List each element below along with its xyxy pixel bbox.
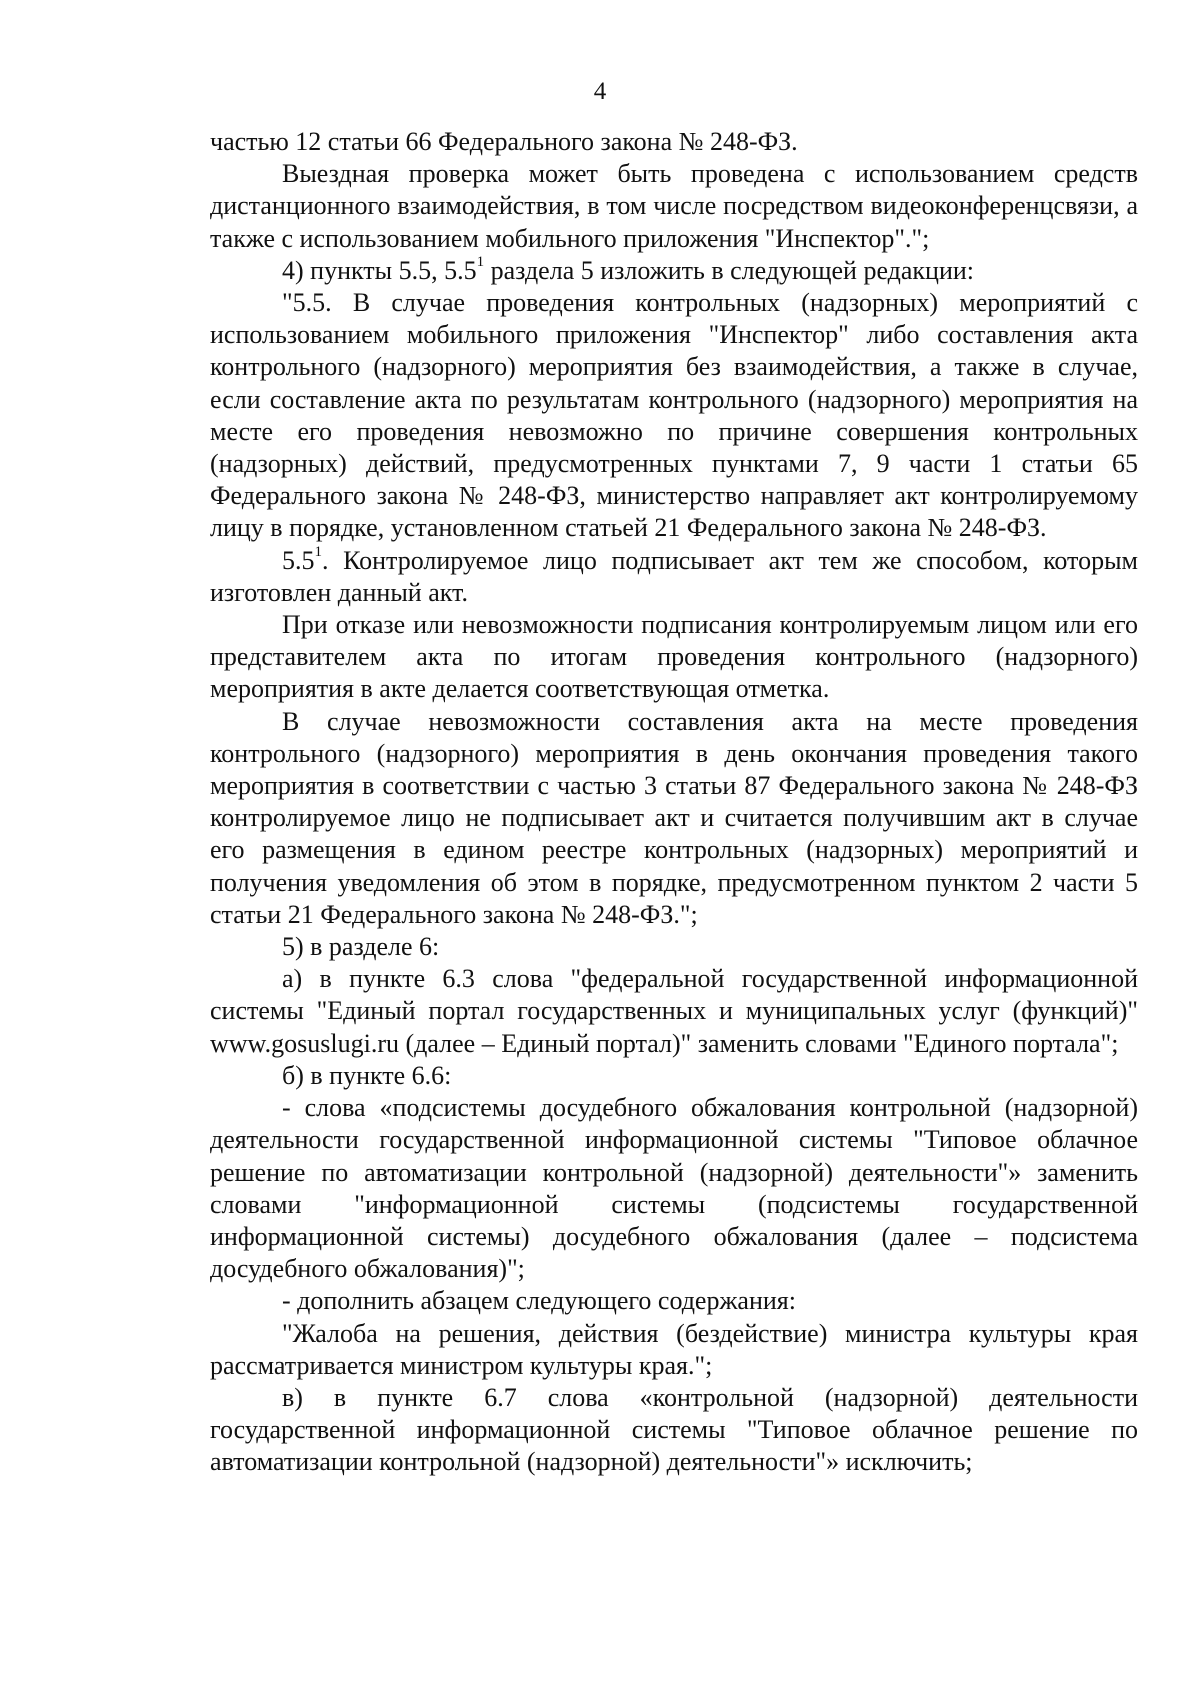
superscript-2: 1: [314, 543, 322, 560]
page-number: 4: [593, 78, 607, 105]
paragraph-5: [210, 545, 1138, 609]
paragraph-9: а) в пункте 6.3 слова "федеральной государственной информационной системы "Единый портал государственных и муниципальных услуг (функций)" www.gosuslugi.ru (далее – Единый портал)" заменить словами "Единого портала";: [210, 964, 1138, 1058]
paragraph-10: б) в пункте 6.6:: [282, 1060, 452, 1090]
paragraph-12: - дополнить абзацем следующего содержания:: [282, 1286, 796, 1316]
document-body: [210, 126, 1138, 1479]
superscript-1: 1: [476, 254, 485, 271]
paragraph-6: При отказе или невозможности подписания контролируемым лицом или его представителем акта по итогам проведения контрольного (надзорного) мероприятия в акте делается соответствующая отметка.: [210, 610, 1138, 704]
paragraph-4: "5.5. В случае проведения контрольных (надзорных) мероприятий с использованием мобильного приложения "Инспектор" либо составления акта контрольного (надзорного) мероприятия без взаимодействия, а также в случае, если составление акта по результатам контрольного (надзорного) мероприятия на месте его проведения невозможно по причине совершения контрольных (надзорных) действий, предусмотренных пунктами 7, 9 части 1 статьи 65 Федерального закона № 248-ФЗ, министерство направляет акт контролируемому лицу в порядке, установленном статьей 21 Федерального закона № 248-ФЗ.: [210, 288, 1138, 543]
paragraph-11: - слова «подсистемы досудебного обжалования контрольной (надзорной) деятельности государственной информационной системы "Типовое облачное решение по автоматизации контрольной (надзорной) деятельности"» заменить словами "информационной системы (подсистемы государственной информационной системы) досудебного обжалования (далее – подсистема досудебного обжалования)";: [210, 1093, 1138, 1284]
paragraph-3-lead: 4) пункты 5.5, 5.5: [282, 255, 477, 285]
paragraph-3-text: раздела 5 изложить в следующей редакции:: [490, 255, 975, 285]
paragraph-5-lead: 5.5: [282, 545, 315, 575]
paragraph-3: [210, 255, 1138, 287]
paragraph-14: в) в пункте 6.7 слова «контрольной (надзорной) деятельности государственной информационной системы "Типовое облачное решение по автоматизации контрольной (надзорной) деятельности"» исключить;: [210, 1382, 1138, 1477]
paragraph-2: Выездная проверка может быть проведена с использованием средств дистанционного взаимодействия, в том числе посредством видеоконференцсвязи, а также с использованием мобильного приложения "Инспектор".";: [210, 159, 1138, 253]
paragraph-8: 5) в разделе 6:: [282, 932, 440, 962]
paragraph-7: В случае невозможности составления акта на месте проведения контрольного (надзорного) мероприятия в день окончания проведения такого мероприятия в соответствии с частью 3 статьи 87 Федерального закона № 248-ФЗ контролируемое лицо не подписывает акт и считается получившим акт в случае его размещения в едином реестре контрольных (надзорных) мероприятий и получения уведомления об этом в порядке, предусмотренном пунктом 2 части 5 статьи 21 Федерального закона № 248-ФЗ.";: [210, 706, 1138, 929]
paragraph-13: "Жалоба на решения, действия (бездействие) министра культуры края рассматривается министром культуры края.";: [210, 1318, 1138, 1380]
paragraph-5-text: . Контролируемое лицо подписывает акт тем же способом, которым изготовлен данный акт.: [210, 545, 1138, 607]
paragraph-1: частью 12 статьи 66 Федерального закона № 248-ФЗ.: [210, 127, 798, 156]
